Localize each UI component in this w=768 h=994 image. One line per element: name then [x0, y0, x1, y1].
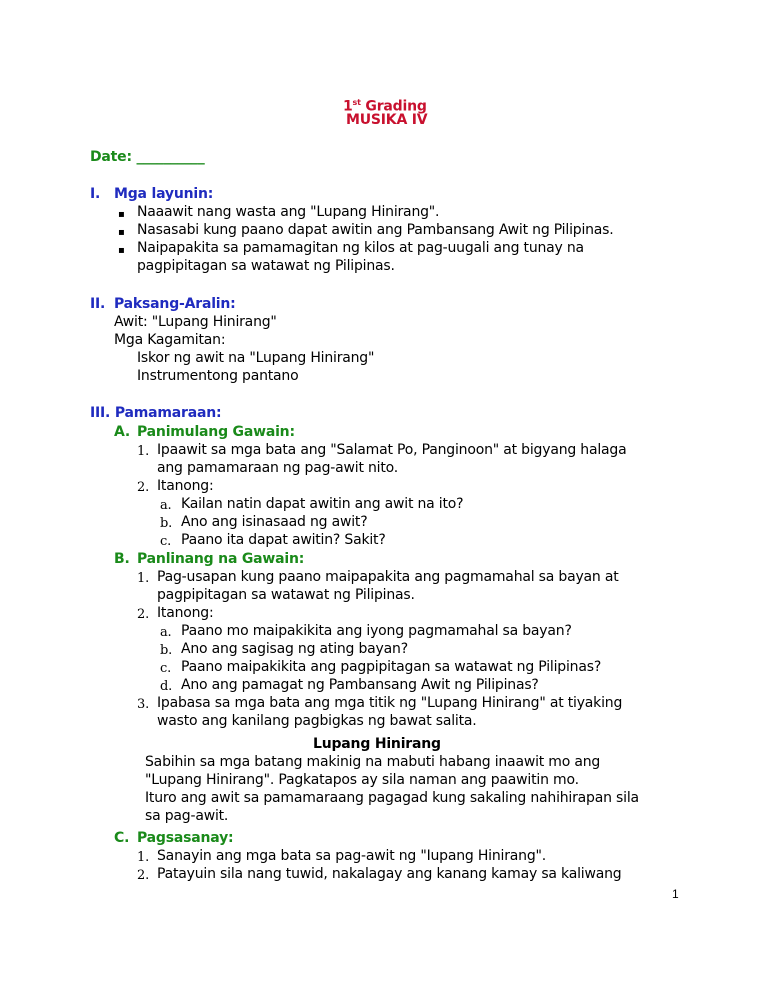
material-1: Iskor ng awit na "Lupang Hinirang"	[137, 350, 375, 366]
sub-letter: c.	[160, 534, 172, 549]
b-item-1-cont: pagpipitagan sa watawat ng Pilipinas.	[157, 587, 415, 603]
c-item-2: Patayuin sila nang tuwid, nakalagay ang kanang kamay sa kaliwang	[157, 866, 622, 882]
item-number: 1.	[137, 571, 150, 586]
a-question-2: Ano ang isinasaad ng awit?	[181, 514, 368, 530]
date-label: Date: __________	[90, 149, 205, 165]
section-iii-title: III. Pamamaraan:	[90, 405, 222, 421]
objective-2: Nasasabi kung paano dapat awitin ang Pambansang Awit ng Pilipinas.	[137, 222, 614, 238]
kagamitan-line: Mga Kagamitan:	[114, 332, 226, 348]
sub-letter: d.	[160, 679, 173, 694]
b-item-3-cont: wasto ang kanilang pagbigkas ng bawat salita.	[157, 713, 477, 729]
part-b-letter: B.	[114, 551, 130, 567]
objective-3: Naipapakita sa pamamagitan ng kilos at pag-uugali ang tunay na	[137, 240, 584, 256]
b-item-2: Itanong:	[157, 605, 214, 621]
c-item-1: Sanayin ang mga bata sa pag-awit ng "Iupang Hinirang".	[157, 848, 547, 864]
section-ii-number: II.	[90, 296, 106, 312]
sub-letter: b.	[160, 643, 173, 658]
bullet-icon: ▪	[118, 227, 125, 238]
b-question-4: Ano ang pamagat ng Pambansang Awit ng Pilipinas?	[181, 677, 539, 693]
part-a-title: Panimulang Gawain:	[137, 424, 295, 440]
part-b-title: Panlinang na Gawain:	[137, 551, 305, 567]
a-question-1: Kailan natin dapat awitin ang awit na ito?	[181, 496, 464, 512]
section-i-number: I.	[90, 186, 101, 202]
song-title: Lupang Hinirang	[313, 736, 441, 752]
instruction-1: Sabihin sa mga batang makinig na mabuti habang inaawit mo ang	[145, 754, 601, 770]
section-ii-title: Paksang-Aralin:	[114, 296, 236, 312]
grading-heading: 1st Grading	[343, 98, 427, 115]
instruction-2: "Lupang Hinirang". Pagkatapos ay sila naman ang paawitin mo.	[145, 772, 579, 788]
item-number: 1.	[137, 444, 150, 459]
subject-heading: MUSIKA IV	[346, 112, 428, 128]
b-question-3: Paano maipakikita ang pagpipitagan sa watawat ng Pilipinas?	[181, 659, 602, 675]
awit-line: Awit: "Lupang Hinirang"	[114, 314, 277, 330]
item-number: 2.	[137, 480, 150, 495]
material-2: Instrumentong pantano	[137, 368, 299, 384]
b-item-3: Ipabasa sa mga bata ang mga titik ng "Lupang Hinirang" at tiyaking	[157, 695, 623, 711]
b-question-1: Paano mo maipakikita ang iyong pagmamahal sa bayan?	[181, 623, 572, 639]
sub-letter: c.	[160, 661, 172, 676]
b-question-2: Ano ang sagisag ng ating bayan?	[181, 641, 408, 657]
instruction-3-cont: sa pag-awit.	[145, 808, 229, 824]
instruction-3: Ituro ang awit sa pamamaraang pagagad kung sakaling nahihirapan sila	[145, 790, 639, 806]
b-item-1: Pag-usapan kung paano maipapakita ang pagmamahal sa bayan at	[157, 569, 619, 585]
sub-letter: a.	[160, 498, 172, 513]
bullet-icon: ▪	[118, 209, 125, 220]
a-item-1: Ipaawit sa mga bata ang "Salamat Po, Panginoon" at bigyang halaga	[157, 442, 627, 458]
item-number: 3.	[137, 697, 150, 712]
item-number: 2.	[137, 607, 150, 622]
part-a-letter: A.	[114, 424, 131, 440]
sub-letter: b.	[160, 516, 173, 531]
item-number: 1.	[137, 850, 150, 865]
a-item-1-cont: ang pamamaraan ng pag-awit nito.	[157, 460, 399, 476]
objective-1: Naaawit nang wasta ang "Lupang Hinirang".	[137, 204, 440, 220]
section-i-title: Mga layunin:	[114, 186, 214, 202]
a-question-3: Paano ita dapat awitin? Sakit?	[181, 532, 386, 548]
part-c-letter: C.	[114, 830, 130, 846]
page-number: 1	[672, 887, 679, 901]
objective-3-cont: pagpipitagan sa watawat ng Pilipinas.	[137, 258, 395, 274]
item-number: 2.	[137, 868, 150, 883]
a-item-2: Itanong:	[157, 478, 214, 494]
bullet-icon: ▪	[118, 245, 125, 256]
part-c-title: Pagsasanay:	[137, 830, 234, 846]
sub-letter: a.	[160, 625, 172, 640]
